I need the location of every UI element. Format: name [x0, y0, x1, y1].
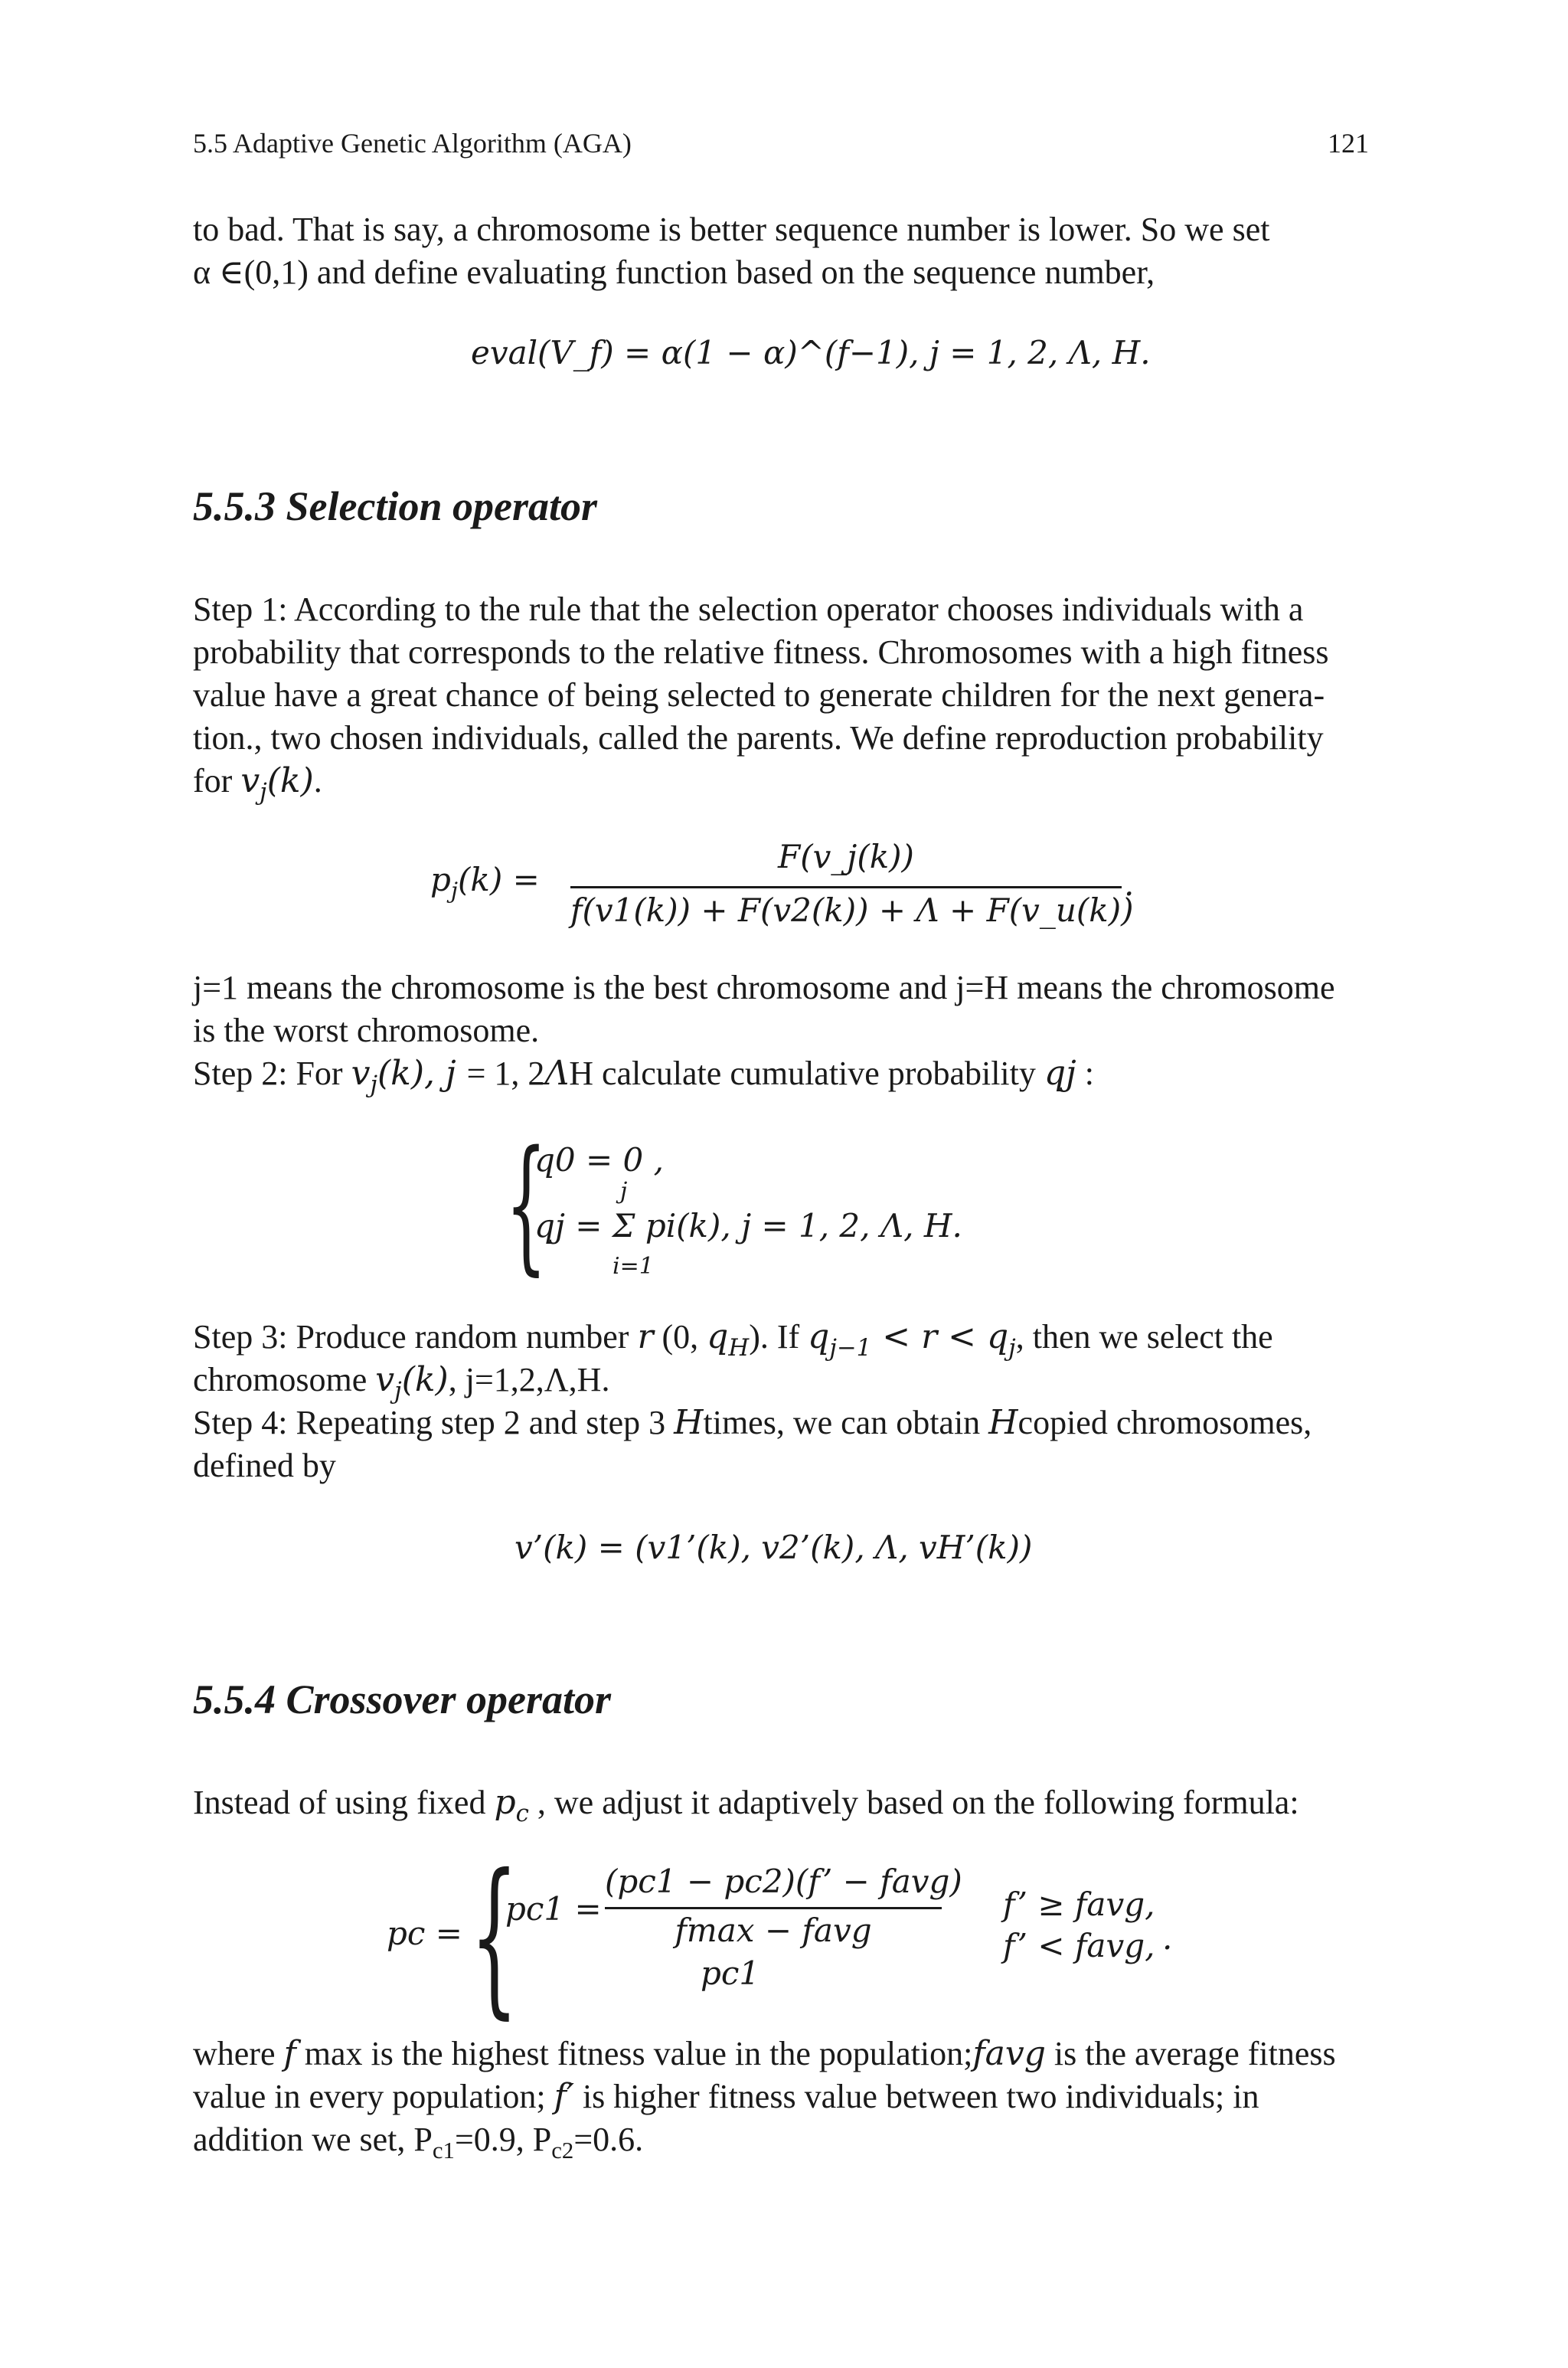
pc-numerator: (pc1 − pc2)(f’ − favg)	[605, 1863, 962, 1900]
step1-line: for $v_j(k)$.	[193, 761, 322, 806]
f-prime-symbol: f′	[554, 2077, 574, 2116]
pc-fraction-bar	[605, 1907, 942, 1909]
closing-text: is the average fitness	[1045, 2035, 1336, 2072]
page-number: 121	[1328, 128, 1369, 159]
pj-denominator: f(v1(k)) + F(v2(k)) + Λ + F(v_u(k))	[570, 891, 1134, 929]
pc-case2: pc1	[701, 1954, 760, 1992]
pc2-subscript: c2	[551, 2137, 574, 2164]
qj-symbol: qj	[1044, 1054, 1076, 1093]
step2-text: Step 2: For	[193, 1055, 351, 1092]
closing-text: is higher fitness value between two individuals; in	[573, 2078, 1259, 2115]
intro-line-2: α ∈(0,1) and define evaluating function based on the sequence number,	[193, 253, 1155, 291]
r-range: r	[637, 1317, 654, 1356]
pc-lhs: pc =	[387, 1915, 462, 1952]
closing-text: addition we set, P	[193, 2121, 433, 2158]
jdef-line: j=1 means the chromosome is the best chromosome and j=H means the chromosome	[193, 969, 1335, 1006]
step2-text: H calculate cumulative probability	[569, 1055, 1044, 1092]
closing-text: =0.9, P	[454, 2121, 552, 2158]
step4-text: Step 4: Repeating step 2 and step 3	[193, 1404, 675, 1441]
closing-line-1: where f max is the highest fitness value in the population;favg is the average fitness	[193, 2034, 1336, 2073]
section-heading-5-5-3: 5.5.3 Selection operator	[193, 483, 597, 529]
running-header: 5.5 Adaptive Genetic Algorithm (AGA)	[193, 128, 632, 159]
step1-text: for	[193, 762, 241, 800]
sum-lower-limit: i=1	[612, 1253, 654, 1280]
qj-equation: qj = Σ pi(k), j = 1, 2, Λ, H.	[534, 1207, 962, 1245]
section-heading-5-5-4: 5.5.4 Crossover operator	[193, 1676, 612, 1722]
step3-step4-paragraph	[193, 1316, 1369, 1487]
step1-line: value have a great chance of being selected to generate children for the next genera-	[193, 676, 1325, 714]
vj-k-symbol: $v_j(k)$	[240, 761, 314, 806]
closing-text: where	[193, 2035, 284, 2072]
intro-paragraph	[193, 208, 1369, 294]
pj-lhs: $p_j(k)$ =	[430, 861, 540, 904]
pc-condition-2: f’ < favg,	[1003, 1927, 1155, 1964]
closing-text: max is the highest fitness value in the population;	[296, 2035, 973, 2072]
step1-paragraph	[193, 588, 1369, 806]
favg-symbol: favg	[972, 2034, 1046, 2073]
q0-equation: q0 = 0 ,	[534, 1141, 664, 1179]
crossover-text: , we adjust it adaptively based on the following formula:	[537, 1784, 1299, 1821]
step2-line: Step 2: For $v_j(k)$, j = 1, 2ΛH calculate cumulative probability qj :	[193, 1054, 1094, 1098]
step3-text: chromosome	[193, 1361, 376, 1398]
eval-equation-text: eval(V_f) = α(1 − α)^(f−1), j = 1, 2, Λ, H.	[471, 334, 1151, 371]
pc-condition-1: f’ ≥ favg,	[1003, 1886, 1155, 1923]
left-brace: {	[505, 1120, 547, 1289]
closing-paragraph	[193, 2033, 1369, 2164]
pj-period: .	[1124, 865, 1135, 903]
pc1-lhs: pc1 =	[505, 1890, 602, 1928]
sum-upper-limit: j	[620, 1178, 628, 1205]
crossover-text: Instead of using fixed	[193, 1784, 495, 1821]
step1-line: probability that corresponds to the relative fitness. Chromosomes with a high fitness	[193, 633, 1329, 671]
pc1-subscript: c1	[432, 2137, 455, 2164]
step3-line-1: Step 3: Produce random number r (0, $q_H$). If $q_{j-1} < r < q_j$, then we select the	[193, 1317, 1273, 1362]
step4-text: copied chromosomes,	[1018, 1404, 1312, 1441]
jdef-line: is the worst chromosome.	[193, 1012, 540, 1049]
intro-line-1: to bad. That is say, a chromosome is better sequence number is lower. So we set	[193, 211, 1270, 248]
vprime-equation: v’(k) = (v1’(k), v2’(k), Λ, vH’(k))	[514, 1529, 1033, 1566]
step3-text: , then we select the	[1015, 1318, 1273, 1356]
pj-symbol: p	[430, 861, 451, 898]
pj-fraction-bar	[570, 886, 1122, 888]
step2-math: $v_j(k)$, j	[351, 1054, 467, 1098]
pc-period: .	[1162, 1919, 1173, 1957]
step1-line: Step 1: According to the rule that the selection operator chooses individuals with a	[193, 590, 1304, 628]
step3-text: Step 3: Produce random number	[193, 1318, 638, 1356]
step4-line-2: defined by	[193, 1447, 336, 1484]
pc-symbol: $p_c$	[494, 1783, 529, 1827]
jdef-paragraph	[193, 966, 1369, 1098]
eval-equation	[471, 334, 1151, 371]
closing-line-2	[193, 2075, 1369, 2118]
crossover-intro	[193, 1781, 1369, 1827]
pj-numerator: F(v_j(k))	[778, 838, 914, 875]
step1-line: tion., two chosen individuals, called the parents. We define reproduction probability	[193, 719, 1324, 757]
pc-denominator: fmax − favg	[675, 1912, 872, 1949]
vj-k-symbol: $v_j(k)$	[375, 1360, 449, 1405]
crossover-line	[193, 1781, 1369, 1827]
pc-left-brace: {	[470, 1838, 518, 2034]
step3-text: , j=1,2,Λ,H.	[448, 1361, 610, 1398]
closing-text: =0.6.	[573, 2121, 644, 2158]
closing-text: value in every population;	[193, 2078, 554, 2115]
step3-line-2	[193, 1359, 1369, 1405]
closing-line-3	[193, 2118, 1369, 2164]
step4-line-1: Step 4: Repeating step 2 and step 3 Htimes, we can obtain Hcopied chromosomes,	[193, 1403, 1312, 1442]
step4-text: times, we can obtain	[703, 1404, 989, 1441]
